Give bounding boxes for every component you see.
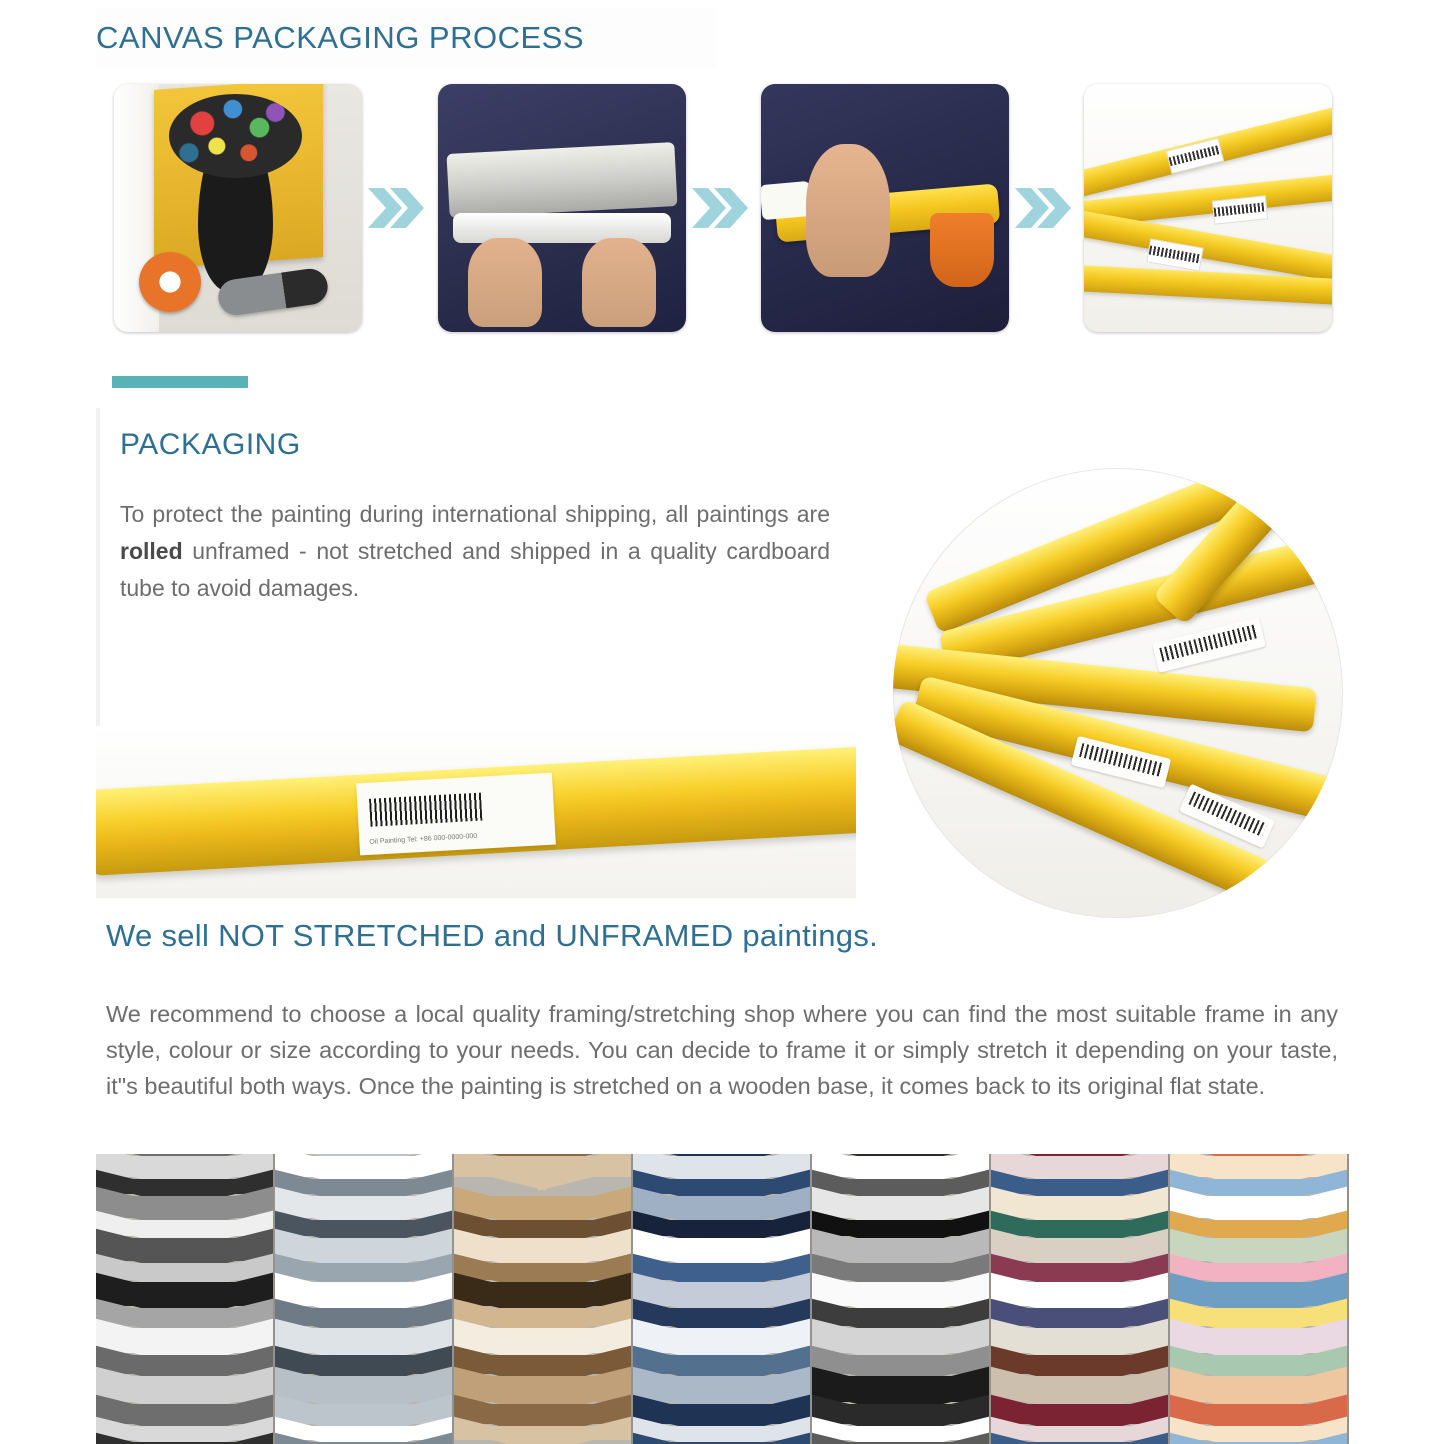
frame-moulding-sample [991, 1263, 1170, 1280]
frame-moulding-sample [812, 1263, 991, 1280]
page-title: CANVAS PACKAGING PROCESS [96, 20, 585, 55]
process-step-image-2 [438, 84, 686, 332]
frame-moulding-sample [454, 1156, 633, 1177]
sell-paragraph: We recommend to choose a local quality framing/stretching shop where you can find the most suitable frame in any style, colour or size according to your needs. You can decide to frame it or simply stretch it depending on your taste, it"s beautiful both ways. Once the painting is stretched on a wooden base, it comes back to its original flat state. [106, 1001, 1338, 1099]
tubes-closeup-photo [893, 468, 1343, 918]
chevrons-right-icon [692, 182, 752, 238]
frame-moulding-sample [633, 1376, 812, 1402]
packaging-text-part-2: unframed - not stretched and shipped in a quality cardboard tube to avoid damages. [120, 538, 830, 601]
process-step-image-4 [1084, 84, 1332, 332]
frame-moulding-sample [454, 1196, 633, 1218]
frame-moulding-sample [812, 1156, 991, 1177]
frame-moulding-sample [275, 1308, 454, 1326]
frame-sample-column [96, 1154, 275, 1444]
frame-sample-column [275, 1154, 454, 1444]
frame-moulding-sample [454, 1238, 633, 1261]
frame-moulding-sample [96, 1376, 275, 1402]
frame-moulding-sample [275, 1196, 454, 1218]
frame-moulding-sample [1170, 1404, 1349, 1424]
frame-moulding-sample [275, 1404, 454, 1424]
frame-moulding-sample [991, 1196, 1170, 1218]
frame-moulding-sample [991, 1282, 1170, 1306]
frame-moulding-sample [1170, 1196, 1349, 1218]
frame-moulding-sample [96, 1263, 275, 1280]
frame-moulding-sample [1170, 1328, 1349, 1353]
frame-moulding-sample [991, 1238, 1170, 1261]
frame-moulding-sample [812, 1404, 991, 1424]
frame-moulding-sample [991, 1156, 1170, 1177]
frame-moulding-sample [454, 1308, 633, 1326]
process-step-image-1 [114, 84, 362, 332]
frame-moulding-sample [96, 1404, 275, 1424]
frame-moulding-sample [991, 1308, 1170, 1326]
packaging-paragraph [120, 496, 830, 607]
frame-moulding-sample [454, 1328, 633, 1353]
frame-moulding-sample [1170, 1263, 1349, 1280]
frame-moulding-sample [812, 1308, 991, 1326]
frame-samples-photo [96, 1154, 1349, 1444]
frame-moulding-sample [454, 1376, 633, 1402]
sell-heading: We sell NOT STRETCHED and UNFRAMED paintings. [106, 918, 879, 953]
barcode-icon [369, 793, 482, 827]
frame-moulding-sample [991, 1376, 1170, 1402]
frame-moulding-sample [275, 1282, 454, 1306]
frame-moulding-sample [633, 1238, 812, 1261]
frame-moulding-sample [991, 1404, 1170, 1424]
frame-moulding-sample [812, 1376, 991, 1402]
frame-moulding-sample [275, 1355, 454, 1374]
single-tube-photo [96, 726, 856, 898]
frame-moulding-sample [633, 1282, 812, 1306]
frame-moulding-sample [454, 1282, 633, 1306]
teal-accent-bar [112, 376, 248, 388]
frame-moulding-sample [633, 1355, 812, 1374]
frame-moulding-sample [275, 1328, 454, 1353]
frame-moulding-sample [275, 1156, 454, 1177]
frame-moulding-sample [633, 1196, 812, 1218]
frame-moulding-sample [812, 1282, 991, 1306]
frame-moulding-sample [275, 1238, 454, 1261]
frame-sample-column [454, 1154, 633, 1444]
process-step-image-3 [761, 84, 1009, 332]
frame-moulding-sample [96, 1308, 275, 1326]
frame-moulding-sample [991, 1355, 1170, 1374]
frame-moulding-sample [1170, 1156, 1349, 1177]
frame-moulding-sample [1170, 1282, 1349, 1306]
packaging-text-part-1: To protect the painting during international shipping, all paintings are [120, 501, 830, 527]
frame-moulding-sample [96, 1355, 275, 1374]
frame-moulding-sample [633, 1156, 812, 1177]
chevrons-right-icon [1015, 182, 1075, 238]
frame-moulding-sample [633, 1328, 812, 1353]
frame-moulding-sample [454, 1404, 633, 1424]
frame-moulding-sample [812, 1238, 991, 1261]
frame-moulding-sample [633, 1404, 812, 1424]
chevrons-right-icon [368, 182, 428, 238]
process-steps-strip [96, 78, 1349, 346]
frame-sample-column [633, 1154, 812, 1444]
frame-moulding-sample [1170, 1355, 1349, 1374]
tube-label-text: Oil Painting Tel: +86 000-0000-000 [369, 832, 478, 846]
frame-moulding-sample [1170, 1238, 1349, 1261]
frame-moulding-sample [454, 1355, 633, 1374]
frame-moulding-sample [812, 1328, 991, 1353]
frame-moulding-sample [96, 1156, 275, 1177]
frame-moulding-sample [1170, 1376, 1349, 1402]
frame-moulding-sample [991, 1328, 1170, 1353]
frame-sample-column [991, 1154, 1170, 1444]
packaging-heading: PACKAGING [120, 428, 301, 461]
packaging-card [96, 408, 842, 726]
frame-moulding-sample [96, 1328, 275, 1353]
frame-moulding-sample [812, 1196, 991, 1218]
frame-moulding-sample [96, 1282, 275, 1306]
frame-moulding-sample [275, 1263, 454, 1280]
packaging-bold-word: rolled [120, 538, 183, 564]
frame-moulding-sample [1170, 1308, 1349, 1326]
frame-moulding-sample [96, 1196, 275, 1218]
frame-sample-column [1170, 1154, 1349, 1444]
frame-moulding-sample [454, 1263, 633, 1280]
process-title-band [96, 8, 716, 68]
frame-moulding-sample [812, 1355, 991, 1374]
frame-sample-column [812, 1154, 991, 1444]
frame-moulding-sample [633, 1308, 812, 1326]
frame-moulding-sample [633, 1263, 812, 1280]
frame-moulding-sample [275, 1376, 454, 1402]
frame-moulding-sample [96, 1238, 275, 1261]
